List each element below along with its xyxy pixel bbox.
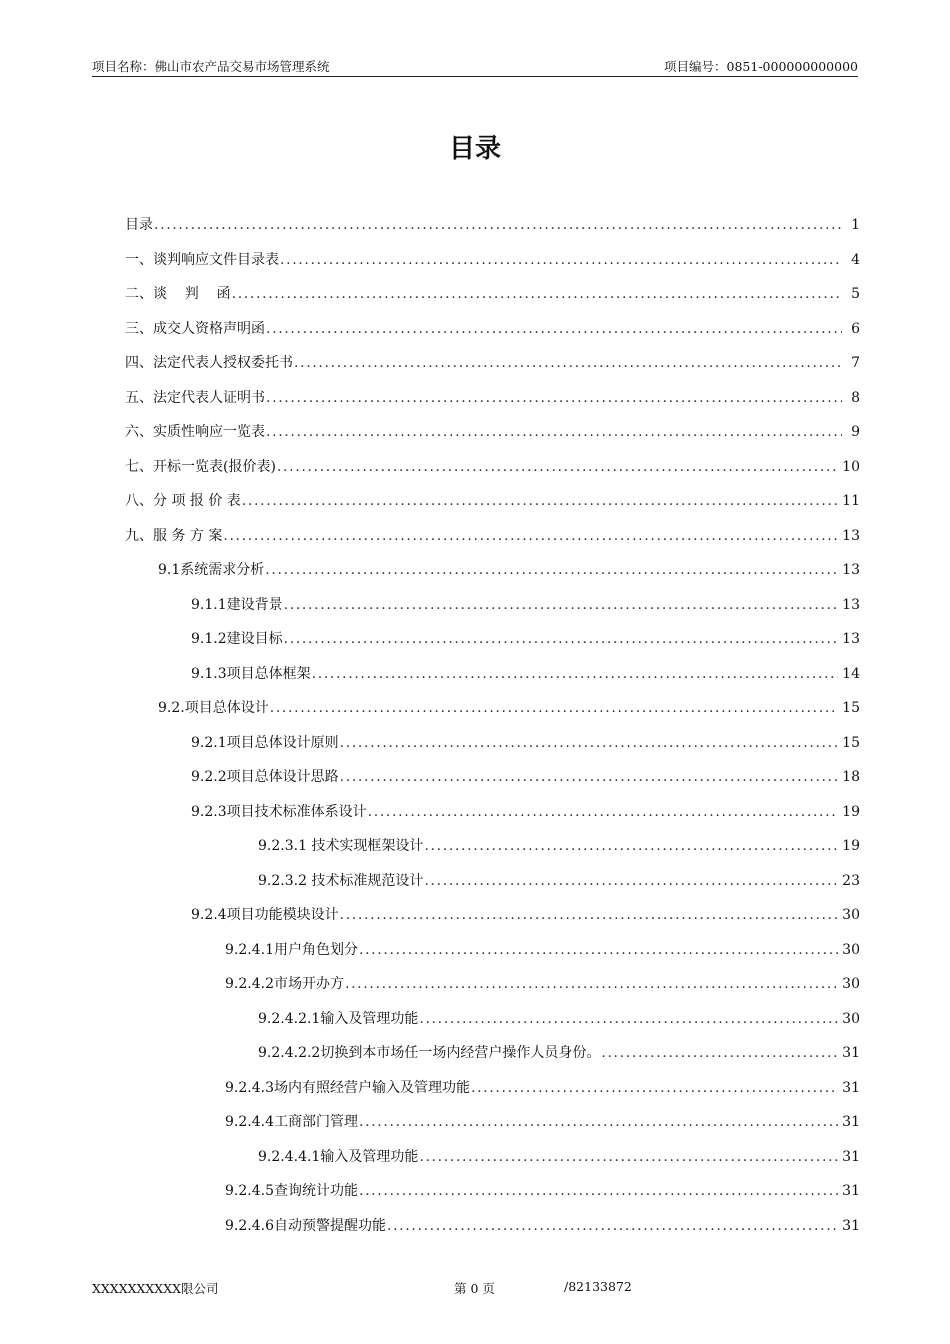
- toc-entry-page: 4: [851, 251, 860, 268]
- toc-dot-leader: [284, 628, 839, 650]
- page-header: [92, 56, 858, 77]
- toc-entry-page: 11: [842, 493, 860, 509]
- toc-entry[interactable]: [125, 490, 860, 525]
- toc-entry[interactable]: [125, 283, 860, 318]
- toc-entry[interactable]: [125, 1146, 860, 1181]
- toc-entry-page: 19: [842, 803, 860, 820]
- toc-entry-page: 1: [851, 217, 860, 233]
- toc-dot-leader: [340, 766, 839, 788]
- toc-entry[interactable]: [125, 1042, 860, 1077]
- toc-dot-leader: [387, 1215, 838, 1237]
- toc-entry-page: 7: [851, 355, 860, 371]
- toc-entry[interactable]: [125, 1180, 860, 1215]
- toc-entry-page: 31: [842, 1114, 860, 1130]
- toc-dot-leader: [359, 939, 838, 961]
- toc-entry-page: 23: [842, 872, 860, 889]
- toc-entry-label: 9.2.4.2.2切换到本市场任一场内经营户操作人员身份。: [258, 1045, 601, 1061]
- toc-entry[interactable]: [125, 594, 860, 629]
- toc-dot-leader: [601, 1042, 838, 1064]
- toc-entry-label: 9.2.3.2 技术标准规范设计: [258, 872, 424, 889]
- toc-entry-page: 30: [842, 907, 860, 923]
- toc-entry[interactable]: [125, 835, 860, 870]
- toc-entry-page: 30: [842, 1010, 860, 1027]
- toc-entry-page: 31: [842, 1148, 860, 1165]
- toc-dot-leader: [345, 973, 838, 995]
- toc-entry-label: 9.2.4.5查询统计功能: [225, 1183, 358, 1199]
- toc-entry-label: 9.2.4.3场内有照经营户输入及管理功能: [225, 1079, 470, 1096]
- toc-dot-leader: [284, 594, 839, 616]
- toc-entry-page: 6: [851, 320, 860, 337]
- toc-entry-label: 9.2.项目总体设计: [158, 700, 269, 716]
- toc-dot-leader: [424, 835, 838, 857]
- project-number: 项目编号：0851-000000000000: [664, 59, 858, 74]
- toc-entry[interactable]: [125, 1008, 860, 1043]
- toc-dot-leader: [368, 801, 839, 823]
- toc-dot-leader: [266, 387, 842, 409]
- toc-entry[interactable]: [125, 456, 860, 491]
- toc-entry[interactable]: [125, 525, 860, 560]
- toc-entry-label: 9.2.1项目总体设计原则: [191, 734, 339, 751]
- toc-dot-leader: [280, 249, 842, 271]
- toc-entry-label: 目录: [125, 217, 153, 233]
- footer-company: XXXXXXXXXX限公司: [92, 1281, 219, 1296]
- toc-dot-leader: [471, 1077, 838, 1099]
- toc-entry[interactable]: [125, 1215, 860, 1250]
- toc-entry[interactable]: [125, 732, 860, 767]
- toc-entry-page: 5: [851, 286, 860, 302]
- toc-entry-label: 七、开标一览表(报价表): [125, 458, 276, 475]
- toc-entry-label: 六、实质性响应一览表: [125, 424, 265, 440]
- toc-dot-leader: [277, 456, 838, 478]
- toc-entry-label: 9.2.4.4.1输入及管理功能: [258, 1148, 419, 1165]
- toc-entry[interactable]: [125, 939, 860, 974]
- toc-entry-label: 9.1.1建设背景: [191, 596, 283, 613]
- toc-dot-leader: [340, 904, 839, 926]
- toc-entry-page: 13: [842, 596, 860, 613]
- toc-entry-page: 15: [842, 700, 860, 716]
- project-name: 项目名称：佛山市农产品交易市场管理系统: [92, 59, 330, 74]
- toc-entry-label: 9.2.3项目技术标准体系设计: [191, 803, 367, 820]
- toc-entry-page: 13: [842, 562, 860, 578]
- toc-entry-page: 14: [842, 665, 860, 682]
- toc-entry-label: 9.2.4.4工商部门管理: [225, 1114, 358, 1130]
- toc-entry-label: 9.2.4.1用户角色划分: [225, 941, 358, 958]
- toc-dot-leader: [340, 732, 839, 754]
- toc-entry-page: 13: [842, 527, 860, 544]
- toc-dot-leader: [419, 1008, 838, 1030]
- toc-entry-label: 9.2.3.1 技术实现框架设计: [258, 838, 424, 854]
- toc-entry[interactable]: [125, 1111, 860, 1146]
- toc-entry-label: 9.2.2项目总体设计思路: [191, 769, 339, 785]
- toc-entry[interactable]: [125, 1077, 860, 1112]
- toc-dot-leader: [312, 663, 839, 685]
- toc-entry-label: 一、谈判响应文件目录表: [125, 251, 279, 268]
- toc-entry[interactable]: [125, 559, 860, 594]
- footer-page-number: 第 0 页: [454, 1281, 495, 1296]
- toc-entry-page: 30: [842, 941, 860, 958]
- toc-dot-leader: [266, 421, 842, 443]
- toc-entry-page: 10: [842, 458, 860, 475]
- toc-dot-leader: [232, 283, 842, 305]
- toc-entry-page: 31: [842, 1045, 860, 1061]
- toc-entry-page: 9: [851, 424, 860, 440]
- toc-entry[interactable]: [125, 973, 860, 1008]
- table-of-contents: [125, 214, 860, 1249]
- toc-entry-label: 三、成交人资格声明函: [125, 320, 265, 337]
- toc-entry-label: 9.1.2建设目标: [191, 631, 283, 647]
- toc-entry[interactable]: [125, 904, 860, 939]
- toc-dot-leader: [424, 870, 838, 892]
- toc-entry-page: 31: [842, 1183, 860, 1199]
- toc-entry[interactable]: [125, 249, 860, 284]
- toc-dot-leader: [359, 1111, 838, 1133]
- toc-entry-label: 九、服 务 方 案: [125, 527, 223, 544]
- toc-entry-page: 19: [842, 838, 860, 854]
- toc-entry-page: 15: [842, 734, 860, 751]
- toc-entry[interactable]: [125, 318, 860, 353]
- toc-entry-label: 9.2.4.2市场开办方: [225, 976, 344, 992]
- toc-entry[interactable]: [125, 663, 860, 698]
- toc-dot-leader: [223, 525, 838, 547]
- toc-entry-page: 8: [851, 389, 860, 406]
- page-footer: [92, 1279, 858, 1297]
- toc-entry[interactable]: [125, 766, 860, 801]
- toc-dot-leader: [266, 318, 842, 340]
- toc-entry[interactable]: [125, 628, 860, 663]
- toc-entry-label: 9.1系统需求分析: [158, 562, 265, 578]
- toc-entry-page: 13: [842, 631, 860, 647]
- toc-entry-label: 二、谈 判 函: [125, 286, 231, 302]
- toc-entry[interactable]: [125, 352, 860, 387]
- toc-entry-label: 五、法定代表人证明书: [125, 389, 265, 406]
- toc-entry-label: 八、分 项 报 价 表: [125, 493, 241, 509]
- toc-dot-leader: [419, 1146, 838, 1168]
- toc-dot-leader: [270, 697, 838, 719]
- toc-dot-leader: [154, 214, 842, 236]
- toc-entry-page: 30: [842, 976, 860, 992]
- footer-phone: /82133872: [564, 1279, 632, 1294]
- toc-dot-leader: [359, 1180, 838, 1202]
- document-title: 目录: [448, 134, 501, 164]
- toc-dot-leader: [265, 559, 838, 581]
- toc-entry-page: 18: [842, 769, 860, 785]
- toc-entry[interactable]: [125, 870, 860, 905]
- toc-entry-label: 9.1.3项目总体框架: [191, 665, 311, 682]
- toc-entry-page: 31: [842, 1079, 860, 1096]
- toc-dot-leader: [294, 352, 842, 374]
- toc-entry-label: 9.2.4.2.1输入及管理功能: [258, 1010, 419, 1027]
- toc-entry-label: 9.2.4项目功能模块设计: [191, 907, 339, 923]
- toc-entry-page: 31: [842, 1217, 860, 1234]
- toc-entry[interactable]: [125, 387, 860, 422]
- toc-dot-leader: [242, 490, 838, 512]
- toc-entry[interactable]: [125, 214, 860, 249]
- toc-entry[interactable]: [125, 421, 860, 456]
- toc-entry-label: 四、法定代表人授权委托书: [125, 355, 293, 371]
- toc-entry[interactable]: [125, 801, 860, 836]
- toc-entry-label: 9.2.4.6自动预警提醒功能: [225, 1217, 386, 1234]
- toc-entry[interactable]: [125, 697, 860, 732]
